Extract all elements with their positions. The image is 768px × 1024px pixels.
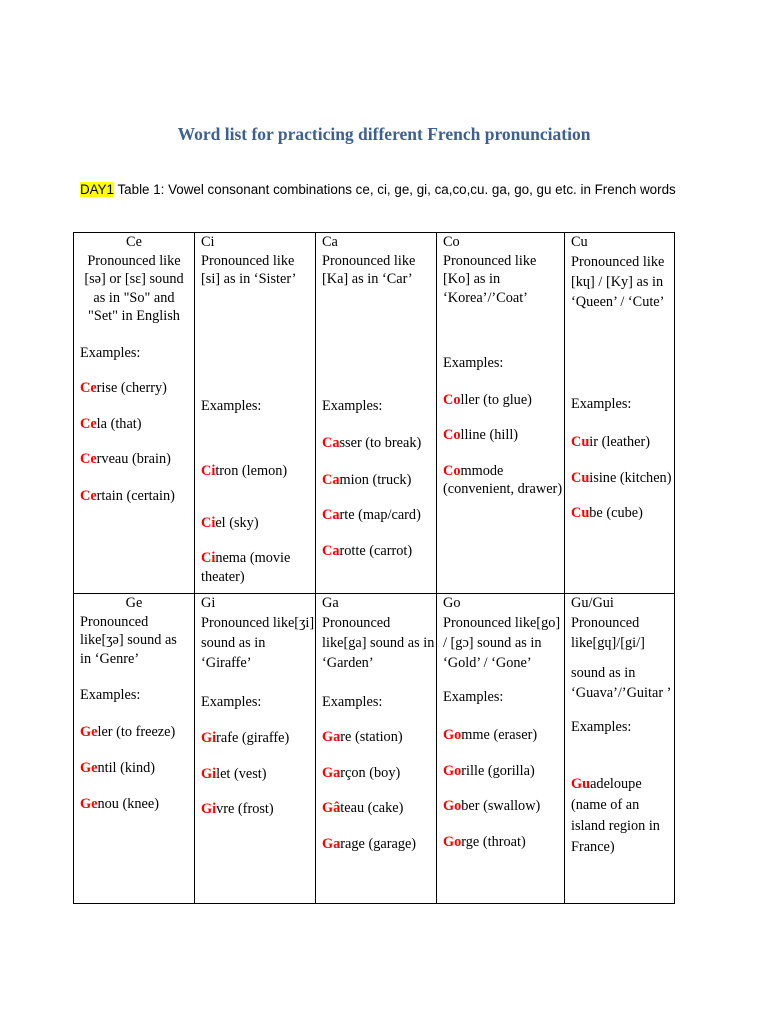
- cell-description: Pronounced like [sə] or [sɛ] sound as in "So" and "Set" in English: [84, 252, 184, 324]
- cell-heading: Cu: [571, 234, 588, 250]
- cell-ce: [74, 233, 195, 594]
- cell-heading: Co: [443, 234, 460, 250]
- example-word: Camion (truck): [322, 471, 412, 488]
- example-word: Gentil (kind): [80, 760, 156, 776]
- table-row-c: [74, 233, 675, 594]
- example-word: Colline (hill): [443, 427, 519, 443]
- example-word: Ciel (sky): [201, 514, 259, 531]
- cell-heading: Ca: [322, 234, 338, 250]
- example-word: Cerise (cherry): [80, 380, 167, 396]
- example-word: Cinema (movie theater): [201, 550, 291, 585]
- cell-description: Pronounced like [kɥ] / [Ky] as in ‘Queen’ / ‘Cute’: [571, 253, 665, 310]
- example-word: Citron (lemon): [201, 463, 288, 479]
- example-word: Gilet (vest): [201, 765, 267, 782]
- example-word: Cube (cube): [571, 505, 643, 521]
- example-word: Carte (map/card): [322, 507, 421, 523]
- cell-description: Pronounced like [si] as in ‘Sister’: [201, 252, 297, 287]
- examples-label: Examples:: [322, 397, 383, 414]
- cell-description: Pronounced like [Ko] as in ‘Korea’/’Coat’: [443, 252, 537, 306]
- example-word: Cuir (leather): [571, 434, 651, 450]
- cell-heading: Go: [443, 595, 461, 611]
- example-word: Gorge (throat): [443, 833, 526, 850]
- example-word: Gober (swallow): [443, 798, 541, 814]
- example-word: Cuisine (kitchen): [571, 469, 672, 486]
- example-word: Gomme (eraser): [443, 727, 538, 743]
- example-word: Certain (certain): [80, 487, 175, 504]
- example-word: Gâteau (cake): [322, 800, 404, 816]
- cell-co: [437, 233, 565, 594]
- example-word: Gare (station): [322, 729, 403, 745]
- cell-go: [437, 594, 565, 904]
- cell-heading: Gu/Gui: [571, 595, 614, 611]
- cell-cu: [565, 233, 675, 594]
- intro-paragraph: [80, 181, 680, 199]
- cell-heading: Gi: [201, 595, 216, 611]
- cell-ge: [74, 594, 195, 904]
- example-word: Casser (to break): [322, 435, 422, 451]
- cell-description-extra: sound as in ‘Guava’/’Guitar ’: [571, 664, 672, 701]
- examples-label: Examples:: [322, 693, 383, 710]
- examples-label: Examples:: [201, 693, 262, 710]
- examples-label: Examples:: [201, 397, 262, 414]
- table-caption: Table 1: Vowel consonant combinations ce, ci, ge, gi, ca,co,cu. ga, go, gu etc. in French words: [114, 182, 676, 197]
- cell-gu: [565, 594, 675, 904]
- example-word: Garçon (boy): [322, 764, 401, 781]
- example-word: Commode (convenient, drawer): [443, 462, 563, 497]
- example-word: Cerveau (brain): [80, 451, 171, 467]
- cell-description: Pronounced like[ʒi] sound as in ‘Giraffe’: [201, 614, 315, 671]
- example-word: Genou (knee): [80, 795, 159, 812]
- example-word: Garage (garage): [322, 835, 417, 852]
- cell-description: Pronounced like [Ka] as in ‘Car’: [322, 252, 416, 287]
- cell-ca: [316, 233, 437, 594]
- examples-label: Examples:: [443, 355, 504, 371]
- example-word: Carotte (carrot): [322, 542, 413, 559]
- cell-heading: Ce: [126, 234, 142, 250]
- cell-ga: [316, 594, 437, 904]
- examples-label: Examples:: [571, 395, 632, 412]
- examples-label: Examples:: [80, 687, 141, 703]
- cell-heading: Ci: [201, 234, 215, 250]
- example-word: Coller (to glue): [443, 391, 532, 408]
- day-label: DAY1: [80, 182, 114, 197]
- cell-description: Pronounced like[go] / [gɔ] sound as in ‘Gold’ / ‘Gone’: [443, 614, 561, 671]
- cell-description: Pronounced like[gɥ]/[gi/]: [571, 614, 645, 651]
- examples-label: Examples:: [571, 718, 632, 735]
- examples-label: Examples:: [443, 688, 504, 705]
- page-title: Word list for practicing different French pronunciation: [177, 124, 591, 144]
- example-word: Guadeloupe (name of an island region in France): [571, 776, 660, 855]
- example-word: Girafe (giraffe): [201, 730, 290, 746]
- example-word: Gorille (gorilla): [443, 762, 535, 779]
- cell-ci: [195, 233, 316, 594]
- cell-description: Pronounced like[ga] sound as in ‘Garden’: [322, 614, 435, 671]
- cell-gi: [195, 594, 316, 904]
- cell-heading: Ga: [322, 595, 339, 611]
- examples-label: Examples:: [80, 344, 141, 361]
- cell-heading: Ge: [125, 595, 143, 611]
- table-row-g: [74, 594, 675, 904]
- example-word: Givre (frost): [201, 801, 274, 817]
- cell-description: Pronounced like[ʒə] sound as in ‘Genre’: [80, 613, 177, 667]
- pronunciation-table: [73, 232, 675, 904]
- example-word: Geler (to freeze): [80, 723, 176, 740]
- example-word: Cela (that): [80, 415, 142, 432]
